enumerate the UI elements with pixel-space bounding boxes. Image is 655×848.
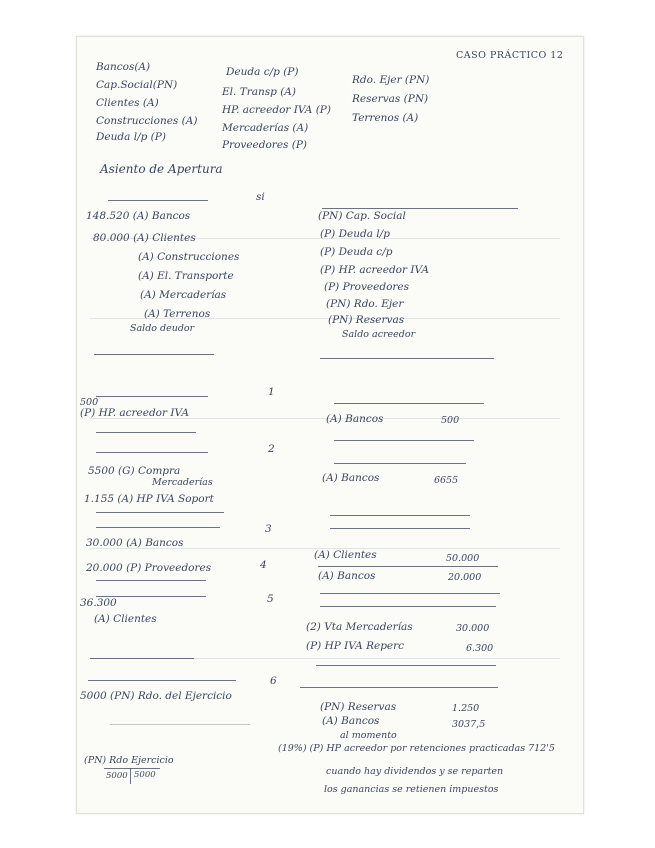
account-item: Rdo. Ejer (PN) [352,74,430,86]
credit-line: (PN) Reservas [328,314,405,326]
account-item: Construcciones (A) [96,115,198,127]
credit-amount: 50.000 [446,553,480,564]
debit-line: 5500 (G) Compra [88,465,181,477]
account-item: Proveedores (P) [222,139,308,151]
debit-line: (P) HP. acreedor IVA [80,407,189,419]
credit-amount: 30.000 [456,623,490,634]
debit-line: Saldo deudor [130,323,195,334]
note-line: los ganancias se retienen impuestos [324,784,499,795]
entry-number: 1 [268,386,275,398]
credit-line: (P) HP IVA Reperc [306,640,405,652]
entry-number: 4 [260,559,267,571]
t-account-credit: 5000 [134,770,156,780]
account-item: HP. acreedor IVA (P) [222,104,331,116]
credit-line: (P) Deuda l/p [320,228,390,240]
debit-line: (A) Construcciones [138,251,240,263]
account-item: Clientes (A) [96,97,159,109]
credit-line: (A) Bancos [322,472,380,484]
debit-line: (A) Clientes [94,613,157,625]
t-account-debit: 5000 [106,771,128,781]
credit-line: (P) HP. acreedor IVA [320,264,429,276]
debit-line: 80.000 (A) Clientes [93,232,196,244]
debit-line: 20.000 (P) Proveedores [86,562,212,574]
note-line: al momento [340,730,397,741]
entry-number: 6 [270,675,277,687]
note-line: cuando hay dividendos y se reparten [326,766,504,777]
debit-amount: 500 [80,397,99,408]
debit-line: 5000 (PN) Rdo. del Ejercicio [80,690,232,702]
credit-line: (2) Vta Mercaderías [306,621,413,633]
account-item: Terrenos (A) [352,112,419,124]
debit-line: Mercaderías [152,477,213,488]
credit-line: Saldo acreedor [342,329,416,340]
credit-line: (P) Proveedores [324,281,410,293]
credit-line: (PN) Cap. Social [318,210,406,222]
debit-line: 30.000 (A) Bancos [86,537,184,549]
debit-line: (A) Mercaderías [140,289,227,301]
page-title: CASO PRÁCTICO 12 [456,50,564,61]
credit-amount: 6655 [434,475,459,486]
entry-number: 2 [268,443,275,455]
account-item: Bancos(A) [96,61,151,73]
credit-line: (A) Bancos [326,413,384,425]
entry-number: 3 [265,523,272,535]
note-line: (19%) (P) HP acreedor por retenciones practicadas 712'5 [278,743,555,754]
credit-amount: 6.300 [466,643,494,654]
entry-number: si [256,191,265,203]
credit-line: (A) Bancos [322,715,380,727]
account-item: Deuda c/p (P) [226,66,299,78]
credit-amount: 20.000 [448,572,482,583]
entry-number: 5 [267,593,274,605]
section-heading: Asiento de Apertura [100,162,223,176]
account-item: El. Transp (A) [222,86,296,98]
credit-line: (PN) Reservas [320,701,397,713]
account-item: Reservas (PN) [352,93,429,105]
account-item: Mercaderías (A) [222,122,309,134]
debit-line: (A) El. Transporte [138,270,234,282]
credit-line: (P) Deuda c/p [320,246,393,258]
debit-line: 148.520 (A) Bancos [86,210,191,222]
credit-amount: 500 [441,415,460,426]
credit-line: (A) Clientes [314,549,377,561]
credit-amount: 3037,5 [452,719,486,730]
credit-line: (PN) Rdo. Ejer [326,298,404,310]
credit-amount: 1.250 [452,703,480,714]
t-account-label: (PN) Rdo Ejercicio [84,755,174,766]
credit-line: (A) Bancos [318,570,376,582]
account-item: Deuda l/p (P) [96,131,166,143]
debit-line: (A) Terrenos [144,308,211,320]
debit-amount: 36.300 [80,597,117,609]
account-item: Cap.Social(PN) [96,79,178,91]
debit-line: 1.155 (A) HP IVA Soport [84,493,214,505]
